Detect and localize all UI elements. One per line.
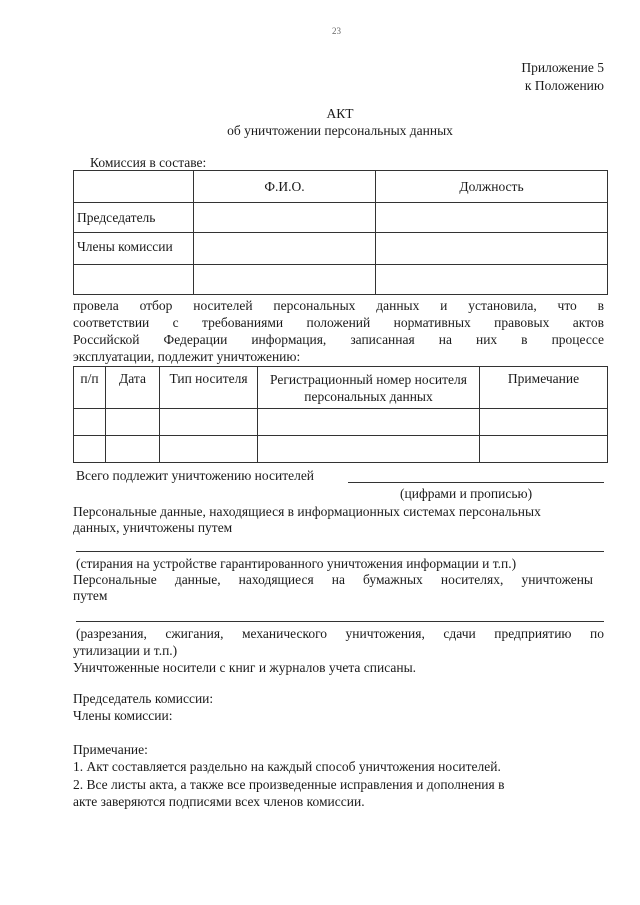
electronic-blank-line[interactable] bbox=[76, 551, 604, 552]
appendix-line2: к Положению bbox=[524, 78, 604, 93]
media-table bbox=[73, 366, 608, 463]
member2-fio-cell[interactable] bbox=[194, 265, 376, 295]
appendix-line1: Приложение 5 bbox=[521, 60, 604, 75]
note-title: Примечание: bbox=[73, 742, 148, 757]
paragraph1-line1: провела отбор носителей персональных данных и установила, что в bbox=[73, 298, 604, 313]
paper-hint-line1: (разрезания, сжигания, механического уничтожения, сдачи предприятию по bbox=[76, 626, 604, 641]
member1-fio-cell[interactable] bbox=[194, 233, 376, 265]
paper-line1: Персональные данные, находящиеся на бумажных носителях, уничтожены bbox=[73, 572, 593, 587]
chairman-position-cell[interactable] bbox=[376, 203, 608, 233]
chairman-fio-cell[interactable] bbox=[194, 203, 376, 233]
signature-chairman: Председатель комиссии: bbox=[73, 691, 214, 706]
electronic-line1: Персональные данные, находящиеся в информационных системах персональных bbox=[73, 504, 541, 519]
row1-date-cell[interactable] bbox=[106, 409, 160, 436]
row1-num-cell[interactable] bbox=[74, 409, 106, 436]
paragraph1-line4: эксплуатации, подлежит уничтожению: bbox=[73, 349, 301, 364]
electronic-hint: (стирания на устройстве гарантированного уничтожения информации и т.п.) bbox=[76, 556, 517, 571]
total-blank-line[interactable] bbox=[348, 482, 604, 483]
row2-note-cell[interactable] bbox=[480, 436, 608, 463]
paragraph1-line2: соответствии с требованиями положений нормативных правовых актов bbox=[73, 315, 604, 330]
row2-num-cell[interactable] bbox=[74, 436, 106, 463]
members-label: Члены комиссии bbox=[74, 233, 194, 265]
document-subtitle: об уничтожении персональных данных bbox=[227, 123, 453, 138]
paper-hint-line2: утилизации и т.п.) bbox=[73, 643, 178, 658]
header-num: п/п bbox=[74, 367, 106, 409]
header-media-type: Тип носителя bbox=[160, 367, 258, 409]
row1-note-cell[interactable] bbox=[480, 409, 608, 436]
member1-position-cell[interactable] bbox=[376, 233, 608, 265]
header-date: Дата bbox=[106, 367, 160, 409]
members-label-cont bbox=[74, 265, 194, 295]
commission-table bbox=[73, 170, 608, 295]
document-title: АКТ bbox=[326, 106, 354, 121]
paper-blank-line[interactable] bbox=[76, 621, 604, 622]
row2-reg-cell[interactable] bbox=[258, 436, 480, 463]
header-position: Должность bbox=[376, 171, 608, 203]
header-fio: Ф.И.О. bbox=[194, 171, 376, 203]
electronic-line2: данных, уничтожены путем bbox=[73, 520, 233, 535]
total-label: Всего подлежит уничтожению носителей bbox=[76, 468, 315, 483]
commission-intro: Комиссия в составе: bbox=[90, 155, 207, 170]
signature-members: Члены комиссии: bbox=[73, 708, 173, 723]
paper-line2: путем bbox=[73, 588, 108, 603]
header-reg-number: Регистрационный номер носителя персональных данных bbox=[258, 367, 480, 409]
header-note: Примечание bbox=[480, 367, 608, 409]
row1-reg-cell[interactable] bbox=[258, 409, 480, 436]
written-off-statement: Уничтоженные носители с книг и журналов учета списаны. bbox=[73, 660, 417, 675]
paragraph1-line3: Российской Федерации информация, записанная на них в процессе bbox=[73, 332, 604, 347]
row1-type-cell[interactable] bbox=[160, 409, 258, 436]
chairman-label: Председатель bbox=[74, 203, 194, 233]
total-hint: (цифрами и прописью) bbox=[400, 486, 533, 501]
note-item2-line1: 2. Все листы акта, а также все произведенные исправления и дополнения в bbox=[73, 777, 505, 792]
row2-date-cell[interactable] bbox=[106, 436, 160, 463]
note-item1: 1. Акт составляется раздельно на каждый способ уничтожения носителей. bbox=[73, 759, 501, 774]
row2-type-cell[interactable] bbox=[160, 436, 258, 463]
page-number: 23 bbox=[332, 26, 341, 36]
member2-position-cell[interactable] bbox=[376, 265, 608, 295]
note-item2-line2: акте заверяются подписями всех членов комиссии. bbox=[73, 794, 365, 809]
